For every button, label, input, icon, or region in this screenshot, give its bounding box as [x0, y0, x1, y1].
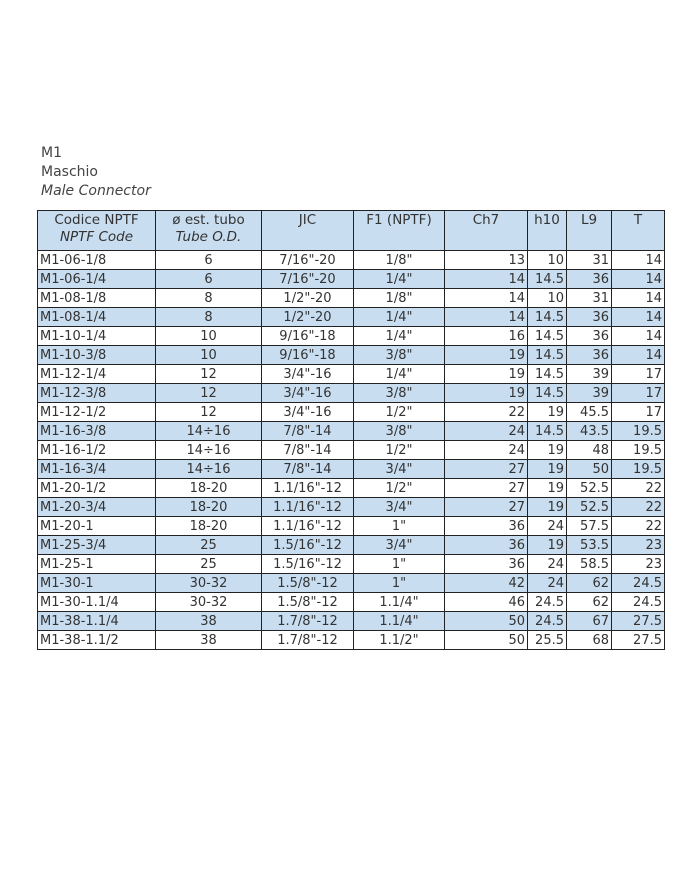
- jic-cell: 3/4"-16: [262, 384, 354, 403]
- f1-nptf-cell: 1/2": [354, 441, 445, 460]
- table-row: [38, 384, 665, 403]
- ch7-cell: 42: [445, 574, 528, 593]
- f1-nptf-cell: 1/2": [354, 403, 445, 422]
- jic-cell: 9/16"-18: [262, 327, 354, 346]
- t-cell: 14: [612, 289, 665, 308]
- header-label: L9: [580, 212, 598, 228]
- table-row: [38, 536, 665, 555]
- ch7-cell: 36: [445, 517, 528, 536]
- header-jic: [262, 211, 354, 251]
- tube-od-cell: 18-20: [156, 479, 262, 498]
- t-cell: 23: [612, 536, 665, 555]
- code-cell: M1-20-3/4: [38, 498, 156, 517]
- table-row: [38, 441, 665, 460]
- ch7-cell: 27: [445, 479, 528, 498]
- h10-cell: 14.5: [528, 270, 567, 289]
- l9-cell: 62: [567, 593, 612, 612]
- t-cell: 14: [612, 346, 665, 365]
- table-row: [38, 365, 665, 384]
- ch7-cell: 14: [445, 289, 528, 308]
- h10-cell: 24: [528, 574, 567, 593]
- h10-cell: 10: [528, 289, 567, 308]
- tube-od-cell: 30-32: [156, 593, 262, 612]
- l9-cell: 68: [567, 631, 612, 650]
- f1-nptf-cell: 3/8": [354, 384, 445, 403]
- f1-nptf-cell: 3/4": [354, 536, 445, 555]
- code-cell: M1-38-1.1/2: [38, 631, 156, 650]
- tube-od-cell: 38: [156, 631, 262, 650]
- header-tube-od: [156, 211, 262, 251]
- ch7-cell: 50: [445, 612, 528, 631]
- l9-cell: 48: [567, 441, 612, 460]
- header-label: JIC: [298, 212, 317, 228]
- tube-od-cell: 18-20: [156, 498, 262, 517]
- t-cell: 27.5: [612, 612, 665, 631]
- specification-table: [37, 210, 665, 650]
- h10-cell: 14.5: [528, 327, 567, 346]
- h10-cell: 19: [528, 403, 567, 422]
- h10-cell: 19: [528, 498, 567, 517]
- l9-cell: 43.5: [567, 422, 612, 441]
- t-cell: 14: [612, 308, 665, 327]
- t-cell: 27.5: [612, 631, 665, 650]
- table-row: [38, 403, 665, 422]
- tube-od-cell: 25: [156, 555, 262, 574]
- f1-nptf-cell: 1/4": [354, 270, 445, 289]
- l9-cell: 36: [567, 346, 612, 365]
- f1-nptf-cell: 1": [354, 517, 445, 536]
- ch7-cell: 46: [445, 593, 528, 612]
- f1-nptf-cell: 1/8": [354, 251, 445, 270]
- tube-od-cell: 12: [156, 403, 262, 422]
- jic-cell: 7/16"-20: [262, 251, 354, 270]
- f1-nptf-cell: 1/4": [354, 308, 445, 327]
- tube-od-cell: 6: [156, 270, 262, 289]
- t-cell: 19.5: [612, 460, 665, 479]
- t-cell: 24.5: [612, 574, 665, 593]
- header-label: F1 (NPTF): [366, 212, 432, 228]
- code-cell: M1-20-1: [38, 517, 156, 536]
- f1-nptf-cell: 1/8": [354, 289, 445, 308]
- f1-nptf-cell: 1/4": [354, 327, 445, 346]
- ch7-cell: 24: [445, 422, 528, 441]
- t-cell: 22: [612, 517, 665, 536]
- jic-cell: 1.7/8"-12: [262, 612, 354, 631]
- tube-od-cell: 12: [156, 365, 262, 384]
- ch7-cell: 16: [445, 327, 528, 346]
- jic-cell: 1.1/16"-12: [262, 498, 354, 517]
- code-cell: M1-25-3/4: [38, 536, 156, 555]
- ch7-cell: 19: [445, 384, 528, 403]
- table-row: [38, 479, 665, 498]
- t-cell: 23: [612, 555, 665, 574]
- f1-nptf-cell: 3/4": [354, 498, 445, 517]
- ch7-cell: 36: [445, 536, 528, 555]
- ch7-cell: 14: [445, 308, 528, 327]
- t-cell: 22: [612, 498, 665, 517]
- jic-cell: 1.5/16"-12: [262, 555, 354, 574]
- l9-cell: 36: [567, 308, 612, 327]
- h10-cell: 24.5: [528, 593, 567, 612]
- header-row: [38, 211, 665, 251]
- table-header: [38, 211, 665, 251]
- jic-cell: 1/2"-20: [262, 308, 354, 327]
- h10-cell: 14.5: [528, 422, 567, 441]
- code-cell: M1-16-1/2: [38, 441, 156, 460]
- header-label: ø est. tubo: [172, 212, 245, 228]
- tube-od-cell: 12: [156, 384, 262, 403]
- l9-cell: 52.5: [567, 479, 612, 498]
- header-sublabel: Tube O.D.: [175, 229, 242, 245]
- l9-cell: 62: [567, 574, 612, 593]
- header-ch7: [445, 211, 528, 251]
- table-row: [38, 612, 665, 631]
- jic-cell: 1.5/8"-12: [262, 593, 354, 612]
- tube-od-cell: 10: [156, 346, 262, 365]
- ch7-cell: 50: [445, 631, 528, 650]
- l9-cell: 53.5: [567, 536, 612, 555]
- h10-cell: 19: [528, 441, 567, 460]
- h10-cell: 14.5: [528, 384, 567, 403]
- ch7-cell: 22: [445, 403, 528, 422]
- t-cell: 17: [612, 403, 665, 422]
- code-cell: M1-12-3/8: [38, 384, 156, 403]
- table-row: [38, 593, 665, 612]
- table-row: [38, 574, 665, 593]
- table-row: [38, 346, 665, 365]
- ch7-cell: 13: [445, 251, 528, 270]
- h10-cell: 19: [528, 536, 567, 555]
- header-label: T: [633, 212, 643, 228]
- l9-cell: 36: [567, 327, 612, 346]
- f1-nptf-cell: 3/8": [354, 346, 445, 365]
- product-code: M1: [41, 145, 62, 161]
- t-cell: 19.5: [612, 441, 665, 460]
- code-cell: M1-06-1/4: [38, 270, 156, 289]
- ch7-cell: 19: [445, 365, 528, 384]
- header-sublabel: NPTF Code: [59, 229, 134, 245]
- h10-cell: 14.5: [528, 308, 567, 327]
- jic-cell: 7/16"-20: [262, 270, 354, 289]
- code-cell: M1-08-1/8: [38, 289, 156, 308]
- t-cell: 17: [612, 384, 665, 403]
- tube-od-cell: 10: [156, 327, 262, 346]
- l9-cell: 45.5: [567, 403, 612, 422]
- h10-cell: 24: [528, 555, 567, 574]
- header-f1-nptf: [354, 211, 445, 251]
- jic-cell: 7/8"-14: [262, 422, 354, 441]
- ch7-cell: 27: [445, 460, 528, 479]
- t-cell: 22: [612, 479, 665, 498]
- jic-cell: 1.5/16"-12: [262, 536, 354, 555]
- header-label: Codice NPTF: [54, 212, 139, 228]
- h10-cell: 14.5: [528, 346, 567, 365]
- jic-cell: 7/8"-14: [262, 441, 354, 460]
- tube-od-cell: 14÷16: [156, 422, 262, 441]
- l9-cell: 39: [567, 365, 612, 384]
- l9-cell: 58.5: [567, 555, 612, 574]
- h10-cell: 24: [528, 517, 567, 536]
- header-code: [38, 211, 156, 251]
- t-cell: 24.5: [612, 593, 665, 612]
- t-cell: 14: [612, 251, 665, 270]
- table-row: [38, 498, 665, 517]
- table-row: [38, 517, 665, 536]
- f1-nptf-cell: 3/4": [354, 460, 445, 479]
- table-row: [38, 308, 665, 327]
- h10-cell: 24.5: [528, 612, 567, 631]
- code-cell: M1-30-1: [38, 574, 156, 593]
- table-row: [38, 327, 665, 346]
- ch7-cell: 14: [445, 270, 528, 289]
- code-cell: M1-25-1: [38, 555, 156, 574]
- l9-cell: 31: [567, 251, 612, 270]
- h10-cell: 14.5: [528, 365, 567, 384]
- jic-cell: 1.1/16"-12: [262, 517, 354, 536]
- l9-cell: 31: [567, 289, 612, 308]
- jic-cell: 3/4"-16: [262, 365, 354, 384]
- jic-cell: 1.7/8"-12: [262, 631, 354, 650]
- table-row: [38, 422, 665, 441]
- jic-cell: 9/16"-18: [262, 346, 354, 365]
- tube-od-cell: 18-20: [156, 517, 262, 536]
- f1-nptf-cell: 1.1/4": [354, 593, 445, 612]
- jic-cell: 1/2"-20: [262, 289, 354, 308]
- table-row: [38, 289, 665, 308]
- tube-od-cell: 25: [156, 536, 262, 555]
- f1-nptf-cell: 1.1/4": [354, 612, 445, 631]
- table-row: [38, 270, 665, 289]
- t-cell: 19.5: [612, 422, 665, 441]
- tube-od-cell: 38: [156, 612, 262, 631]
- h10-cell: 19: [528, 479, 567, 498]
- table-row: [38, 631, 665, 650]
- code-cell: M1-38-1.1/4: [38, 612, 156, 631]
- ch7-cell: 24: [445, 441, 528, 460]
- f1-nptf-cell: 1/4": [354, 365, 445, 384]
- code-cell: M1-12-1/2: [38, 403, 156, 422]
- product-name-italian: Maschio: [41, 164, 98, 180]
- t-cell: 17: [612, 365, 665, 384]
- ch7-cell: 27: [445, 498, 528, 517]
- code-cell: M1-12-1/4: [38, 365, 156, 384]
- l9-cell: 50: [567, 460, 612, 479]
- f1-nptf-cell: 1.1/2": [354, 631, 445, 650]
- jic-cell: 3/4"-16: [262, 403, 354, 422]
- tube-od-cell: 14÷16: [156, 441, 262, 460]
- jic-cell: 1.5/8"-12: [262, 574, 354, 593]
- ch7-cell: 36: [445, 555, 528, 574]
- tube-od-cell: 8: [156, 308, 262, 327]
- header-label: Ch7: [472, 212, 500, 228]
- h10-cell: 10: [528, 251, 567, 270]
- code-cell: M1-16-3/4: [38, 460, 156, 479]
- tube-od-cell: 8: [156, 289, 262, 308]
- f1-nptf-cell: 1": [354, 555, 445, 574]
- tube-od-cell: 30-32: [156, 574, 262, 593]
- f1-nptf-cell: 3/8": [354, 422, 445, 441]
- l9-cell: 52.5: [567, 498, 612, 517]
- jic-cell: 7/8"-14: [262, 460, 354, 479]
- code-cell: M1-30-1.1/4: [38, 593, 156, 612]
- l9-cell: 57.5: [567, 517, 612, 536]
- table-body: [38, 251, 665, 650]
- code-cell: M1-16-3/8: [38, 422, 156, 441]
- tube-od-cell: 6: [156, 251, 262, 270]
- jic-cell: 1.1/16"-12: [262, 479, 354, 498]
- l9-cell: 36: [567, 270, 612, 289]
- f1-nptf-cell: 1": [354, 574, 445, 593]
- table-row: [38, 555, 665, 574]
- h10-cell: 25.5: [528, 631, 567, 650]
- product-heading: [41, 144, 151, 201]
- l9-cell: 67: [567, 612, 612, 631]
- code-cell: M1-10-1/4: [38, 327, 156, 346]
- code-cell: M1-08-1/4: [38, 308, 156, 327]
- t-cell: 14: [612, 327, 665, 346]
- code-cell: M1-06-1/8: [38, 251, 156, 270]
- t-cell: 14: [612, 270, 665, 289]
- l9-cell: 39: [567, 384, 612, 403]
- code-cell: M1-20-1/2: [38, 479, 156, 498]
- header-t: [612, 211, 665, 251]
- table-row: [38, 460, 665, 479]
- f1-nptf-cell: 1/2": [354, 479, 445, 498]
- code-cell: M1-10-3/8: [38, 346, 156, 365]
- table-row: [38, 251, 665, 270]
- h10-cell: 19: [528, 460, 567, 479]
- header-l9: [567, 211, 612, 251]
- tube-od-cell: 14÷16: [156, 460, 262, 479]
- header-label: h10: [534, 212, 560, 228]
- product-name-english: Male Connector: [41, 183, 151, 199]
- header-h10: [528, 211, 567, 251]
- ch7-cell: 19: [445, 346, 528, 365]
